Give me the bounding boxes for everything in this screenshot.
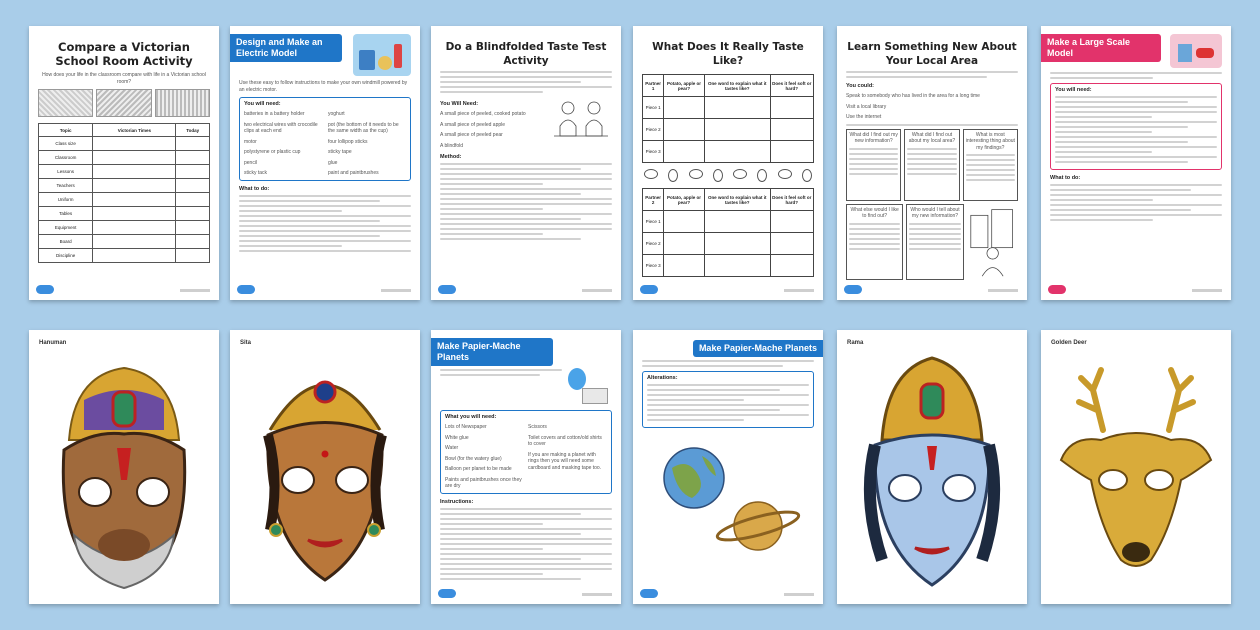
row-label: Uniform — [39, 193, 93, 207]
sita-mask-illustration — [230, 330, 420, 604]
footer-line — [582, 593, 612, 596]
material-item: pencil — [244, 159, 258, 166]
alterations-heading: Alterations: — [647, 375, 678, 381]
row-label: Piece 2 — [643, 119, 664, 141]
row-label: Lessons — [39, 165, 93, 179]
mask-label: Hanuman — [39, 340, 67, 346]
materials-box — [440, 410, 612, 494]
brand-logo — [237, 285, 255, 294]
table-row — [39, 137, 210, 151]
sheet-title: What Does It Really Taste Like? — [652, 41, 804, 67]
materials-box — [1050, 83, 1222, 170]
sheet-intro: Use these easy to follow instructions to make your own windmill powered by an electric motor. — [239, 80, 408, 93]
footer-line — [1192, 289, 1222, 292]
row-label: Board — [39, 235, 93, 249]
row-label: Piece 3 — [643, 255, 664, 277]
material-item: Toilet covers and cotton/old shirts to cover — [528, 434, 602, 447]
question-box: What did I find out about my local area? — [904, 129, 959, 201]
row-label: Class size — [39, 137, 93, 151]
need-heading: You Will Need: — [440, 101, 479, 107]
material-item: paint and paintbrushes — [328, 170, 379, 176]
table-row — [643, 255, 814, 277]
materials-box — [239, 97, 411, 181]
col-header: Potato, apple or pear? — [664, 189, 704, 211]
sheet-rama-mask[interactable] — [837, 330, 1027, 604]
sheet-banner: Design and Make an Electric Model — [230, 34, 342, 62]
list-item: A small piece of peeled pear — [440, 132, 503, 138]
mask-label: Rama — [847, 340, 864, 346]
material-item: polystyrene or plastic cup — [244, 149, 301, 155]
partner-1-table — [642, 74, 814, 163]
list-item: A small piece of peeled, cooked potato — [440, 111, 526, 117]
need-heading: You will need: — [244, 101, 281, 107]
victorian-photos — [38, 89, 210, 117]
row-label: Piece 1 — [643, 211, 664, 233]
sheet-title: Compare a Victorian School Room Activity — [55, 40, 193, 68]
photo-classroom-2 — [96, 89, 151, 117]
food-divider — [644, 169, 812, 182]
list-item: Speak to somebody who has lived in the area for a long time — [846, 93, 980, 99]
material-item: yoghurt — [328, 111, 345, 117]
sheet-subtitle: How does your life in the classroom compare with life in a Victorian school room? — [42, 72, 206, 85]
row-label: Equipment — [39, 221, 93, 235]
sheet-victorian-school-room[interactable] — [29, 26, 219, 300]
local-area-illustration — [967, 204, 1018, 278]
material-item: White glue — [445, 434, 469, 441]
table-row — [39, 193, 210, 207]
materials-image — [1170, 34, 1222, 68]
footer-line — [784, 289, 814, 292]
question-box: What is most interesting thing about my findings? — [963, 129, 1018, 201]
sheet-banner: Make a Large Scale Model — [1041, 34, 1161, 62]
brand-logo — [1048, 285, 1066, 294]
footer-line — [784, 593, 814, 596]
row-label: Piece 3 — [643, 141, 664, 163]
footer-line — [381, 289, 411, 292]
sheet-papier-mache-planets[interactable] — [431, 330, 621, 604]
footer-line — [582, 289, 612, 292]
material-item: Scissors — [528, 424, 547, 430]
alterations-box — [642, 371, 814, 428]
mask-label: Sita — [240, 340, 252, 346]
material-item: two electrical wires with crocodile clips at each end — [244, 121, 318, 134]
material-item: sticky tape — [328, 149, 352, 155]
table-row — [39, 165, 210, 179]
question-box: What else would I like to find out? — [846, 204, 903, 280]
brand-logo — [640, 285, 658, 294]
footer-line — [988, 289, 1018, 292]
hanuman-mask-illustration — [29, 330, 219, 604]
sheet-taste-table[interactable] — [633, 26, 823, 300]
table-row — [643, 141, 814, 163]
sheet-local-area[interactable] — [837, 26, 1027, 300]
table-row — [643, 211, 814, 233]
footer-line — [180, 289, 210, 292]
brand-logo — [438, 285, 456, 294]
children-illustration — [550, 96, 612, 144]
brand-logo — [438, 589, 456, 598]
question-boxes-row-1 — [846, 129, 1018, 201]
table-row — [39, 179, 210, 193]
list-item: Use the internet — [846, 114, 882, 120]
material-item: sticky tack — [244, 170, 268, 176]
list-item: A blindfold — [440, 142, 464, 149]
table-row — [39, 207, 210, 221]
todo-heading: What to do: — [239, 185, 270, 192]
method-heading: Method: — [440, 154, 462, 160]
sheet-hanuman-mask[interactable] — [29, 330, 219, 604]
brand-logo — [640, 589, 658, 598]
table-row — [39, 235, 210, 249]
col-header: Partner 1 — [643, 75, 664, 97]
material-item: Bowl (for the watery glue) — [445, 455, 502, 462]
sheet-sita-mask[interactable] — [230, 330, 420, 604]
rama-mask-illustration — [837, 330, 1027, 604]
partner-2-table — [642, 188, 814, 277]
col-header: Partner 2 — [643, 189, 664, 211]
materials-image — [562, 366, 612, 406]
sheet-title: Do a Blindfolded Taste Test Activity — [445, 41, 607, 67]
sheet-golden-deer-mask[interactable] — [1041, 330, 1231, 604]
col-header: One word to explain what it tastes like? — [704, 189, 770, 211]
material-item: motor — [244, 138, 257, 145]
photo-classroom-3 — [155, 89, 210, 117]
material-item: Lots of Newspaper — [445, 424, 487, 430]
golden-deer-mask-illustration — [1041, 330, 1231, 604]
question-boxes-row-2 — [846, 204, 1018, 280]
material-item: Water — [445, 445, 459, 451]
table-row — [643, 233, 814, 255]
col-header: Does it feel soft or hard? — [770, 75, 813, 97]
brand-logo — [844, 285, 862, 294]
sheet-blindfolded-taste-test[interactable] — [431, 26, 621, 300]
list-item: Visit a local library — [846, 103, 887, 110]
sheet-papier-mache-planets-2[interactable] — [633, 330, 823, 604]
material-item: pot (the bottom of it needs to be the same width as the cup) — [328, 121, 399, 134]
sheet-title: Learn Something New About Your Local Area — [847, 41, 1017, 67]
row-label: Piece 2 — [643, 233, 664, 255]
table-row — [39, 221, 210, 235]
row-label: Discipline — [39, 249, 93, 263]
instructions-heading: Instructions: — [440, 498, 474, 505]
question-box: Who would I tell about my new information? — [906, 204, 963, 280]
col-header: Today — [176, 124, 210, 137]
table-row — [643, 97, 814, 119]
list-item: A small piece of peeled apple — [440, 121, 506, 128]
material-item: If you are making a planet with rings then you will need some cardboard and masking tape too. — [528, 451, 602, 471]
comparison-table — [38, 123, 210, 263]
mask-label: Golden Deer — [1051, 340, 1087, 346]
sheet-large-scale-model[interactable] — [1041, 26, 1231, 300]
row-label: Tables — [39, 207, 93, 221]
table-row — [643, 119, 814, 141]
col-header: Victorian Times — [93, 124, 176, 137]
row-label: Classroom — [39, 151, 93, 165]
col-header: One word to explain what it tastes like? — [704, 75, 770, 97]
material-item: glue — [328, 159, 338, 166]
could-heading: You could: — [846, 83, 875, 89]
col-header: Topic — [39, 124, 93, 137]
col-header: Does it feel soft or hard? — [770, 189, 813, 211]
row-label: Teachers — [39, 179, 93, 193]
need-heading: What you will need: — [445, 414, 497, 420]
sheet-electric-model[interactable] — [230, 26, 420, 300]
sheet-banner: Make Papier-Mache Planets — [431, 338, 553, 366]
material-item: batteries in a battery holder — [244, 111, 305, 117]
table-row — [39, 249, 210, 263]
brand-logo — [36, 285, 54, 294]
materials-image — [353, 34, 411, 76]
planets-illustration — [642, 428, 814, 578]
col-header: Potato, apple or pear? — [664, 75, 704, 97]
photo-classroom-1 — [38, 89, 93, 117]
todo-heading: What to do: — [1050, 175, 1081, 181]
material-item: four lollipop sticks — [328, 138, 368, 145]
need-heading: You will need: — [1055, 87, 1092, 93]
question-box: What did I find out my new information? — [846, 129, 901, 201]
material-item: Balloon per planet to be made — [445, 466, 512, 472]
table-row — [39, 151, 210, 165]
row-label: Piece 1 — [643, 97, 664, 119]
sheet-banner: Make Papier-Mache Planets — [693, 340, 823, 357]
material-item: Paints and paintbrushes once they are dry — [445, 476, 522, 489]
